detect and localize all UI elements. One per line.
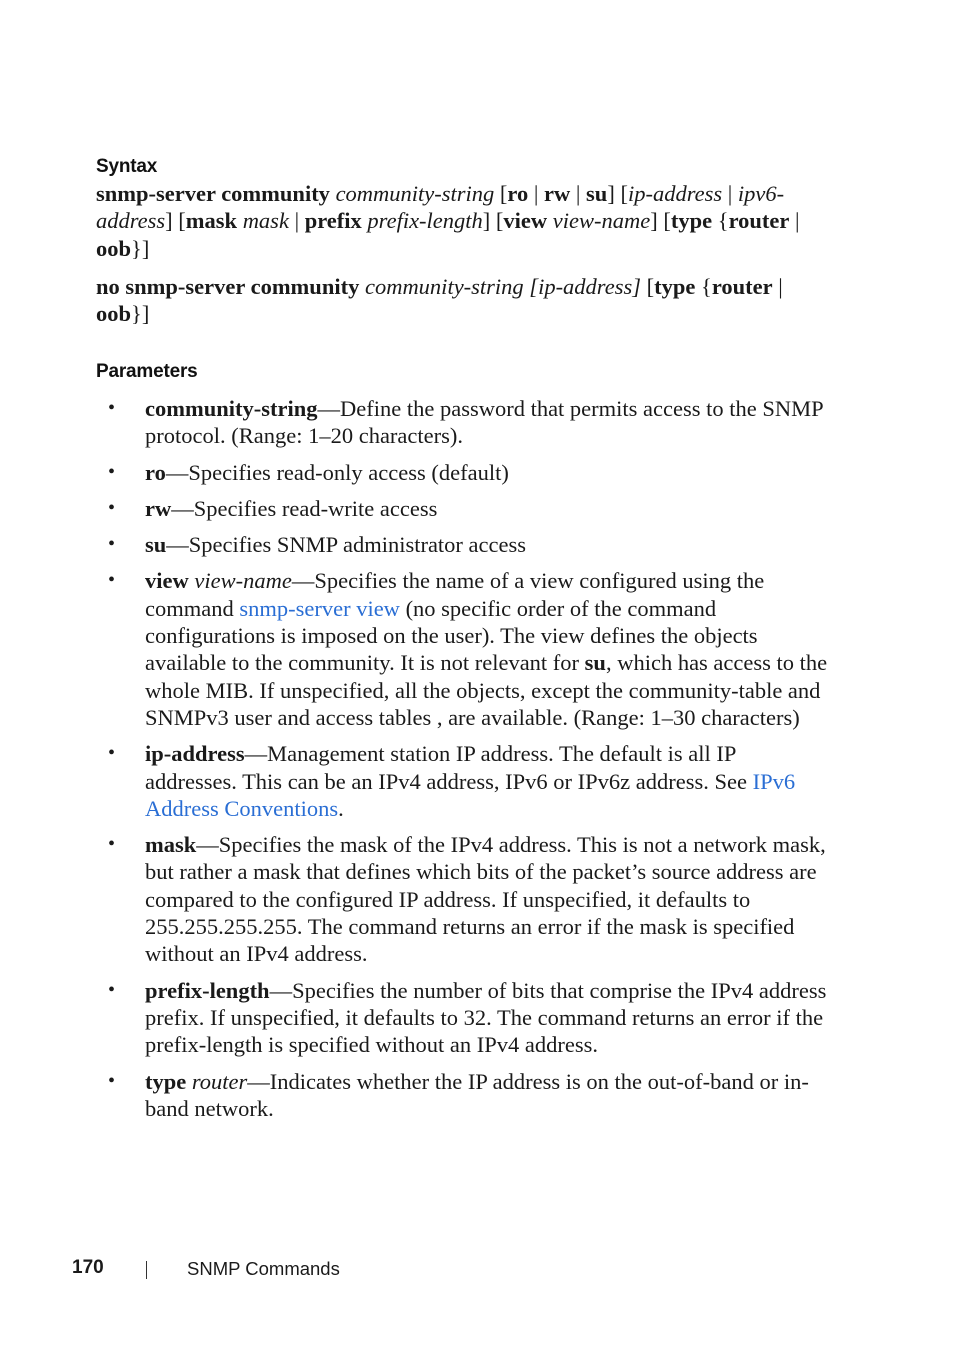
syntax-heading: Syntax	[96, 156, 158, 177]
param-su	[108, 531, 828, 558]
syntax-view-kw: view	[503, 208, 548, 234]
syntax-router: router	[711, 274, 773, 299]
param-prefix-length	[108, 977, 828, 1059]
syntax-punct: |	[288, 208, 305, 234]
syntax-punct: [	[641, 274, 655, 299]
param-ro	[108, 459, 828, 486]
syntax-view-arg: view-name	[552, 208, 651, 234]
param-desc: —Specifies read-only access (default)	[165, 459, 509, 485]
syntax-prefix-kw: prefix	[304, 208, 362, 234]
syntax-ro: ro	[507, 181, 529, 206]
param-desc-end: .	[338, 795, 344, 821]
syntax-no-cmd: no snmp-server community	[96, 274, 360, 299]
snmp-server-view-link[interactable]: snmp-server view	[239, 595, 400, 621]
param-su-ref: su	[584, 650, 606, 676]
param-term: ro	[145, 459, 166, 485]
parameters-heading: Parameters	[96, 361, 198, 382]
syntax-type-kw: type	[654, 274, 696, 299]
param-view	[108, 567, 828, 731]
syntax-ip-arg: ip-address	[627, 181, 723, 206]
page-number: 170	[72, 1257, 104, 1278]
syntax-punct: ] [	[607, 181, 628, 206]
syntax-ipv6-arg: ipv6-address	[96, 181, 785, 234]
syntax-prefix-arg: prefix-length	[367, 208, 483, 234]
param-desc: —Specifies SNMP administrator access	[166, 532, 527, 558]
param-term: mask	[145, 832, 197, 858]
syntax-punct: ] [	[650, 208, 671, 234]
syntax-no-args: community-string [ip-address]	[364, 274, 641, 299]
param-mask	[108, 831, 828, 967]
syntax-oob: oob	[96, 301, 132, 327]
syntax-oob: oob	[96, 235, 132, 261]
syntax-punct: ] [	[165, 208, 186, 234]
syntax-punct: ] [	[482, 208, 504, 234]
syntax-punct: |	[570, 181, 587, 206]
page-footer	[0, 1257, 954, 1283]
param-desc: —Specifies the mask of the IPv4 address. This is not a network mask, but rather a mask that defines which bits of the packet’s source address are compared to the configured IP address. If unspecified, it defaults to 255.255.255.255. The command returns an error if the mask is specified without an IPv4 address.	[145, 832, 826, 967]
param-desc: , which has access to the whole MIB. If unspecified, all the objects, except the community-table and SNMPv3 user and access tables , are available. (Range: 1–30 characters)	[145, 650, 828, 730]
param-desc: —Indicates whether the IP address is on the out-of-band or in-band network.	[145, 1068, 809, 1121]
param-arg: view-name	[194, 568, 292, 594]
param-term: view	[145, 568, 189, 594]
param-arg: router	[191, 1068, 248, 1094]
syntax-mask-arg: mask	[242, 208, 289, 234]
syntax-line-2	[96, 273, 836, 328]
syntax-rw: rw	[544, 181, 571, 206]
param-term: rw	[145, 495, 172, 521]
param-desc: —Define the password that permits access to the SNMP protocol. (Range: 1–20 characters).	[145, 396, 823, 449]
parameters-list	[108, 395, 828, 1131]
param-type	[108, 1068, 828, 1123]
param-term: type	[145, 1068, 187, 1094]
footer-divider	[146, 1261, 147, 1279]
footer-section-title: SNMP Commands	[187, 1258, 340, 1279]
param-rw	[108, 495, 828, 522]
param-desc: (no specific order of the command configurations is imposed on the user). The view defines the objects available to the community. It is not relevant for	[145, 595, 758, 676]
param-desc: —Specifies the name of a view configured using the command	[145, 568, 765, 621]
syntax-punct: |	[528, 181, 545, 206]
syntax-punct: {	[712, 208, 729, 234]
syntax-cmd: snmp-server community	[96, 181, 330, 206]
param-term: community-string	[145, 396, 318, 421]
param-desc: —Specifies read-write access	[171, 495, 438, 521]
param-desc: —Management station IP address. The default is all IP addresses. This can be an IPv4 address, IPv6 or IPv6z address. See	[145, 741, 753, 794]
syntax-line-1	[96, 180, 836, 262]
syntax-punct: |	[772, 274, 783, 299]
syntax-community-arg: community-string	[335, 181, 495, 206]
syntax-type-kw: type	[670, 208, 713, 234]
ipv6-address-conventions-link[interactable]: IPv6 Address Conventions	[145, 768, 796, 821]
syntax-su: su	[586, 181, 608, 206]
param-ip-address	[108, 740, 828, 822]
syntax-mask-kw: mask	[185, 208, 238, 234]
param-term: su	[145, 532, 167, 558]
syntax-punct: [	[494, 181, 508, 206]
syntax-punct: }]	[131, 235, 150, 261]
syntax-punct: |	[789, 208, 800, 234]
syntax-punct: }]	[131, 301, 150, 327]
param-desc: —Specifies the number of bits that comprise the IPv4 address prefix. If unspecified, it defaults to 32. The command returns an error if the prefix-length is specified without an IPv4 address.	[145, 977, 827, 1058]
syntax-punct: |	[722, 181, 738, 206]
param-term: prefix-length	[145, 977, 270, 1003]
syntax-router: router	[728, 208, 790, 234]
param-term: ip-address	[145, 741, 245, 767]
param-community-string	[108, 395, 828, 450]
syntax-punct: {	[695, 274, 712, 299]
